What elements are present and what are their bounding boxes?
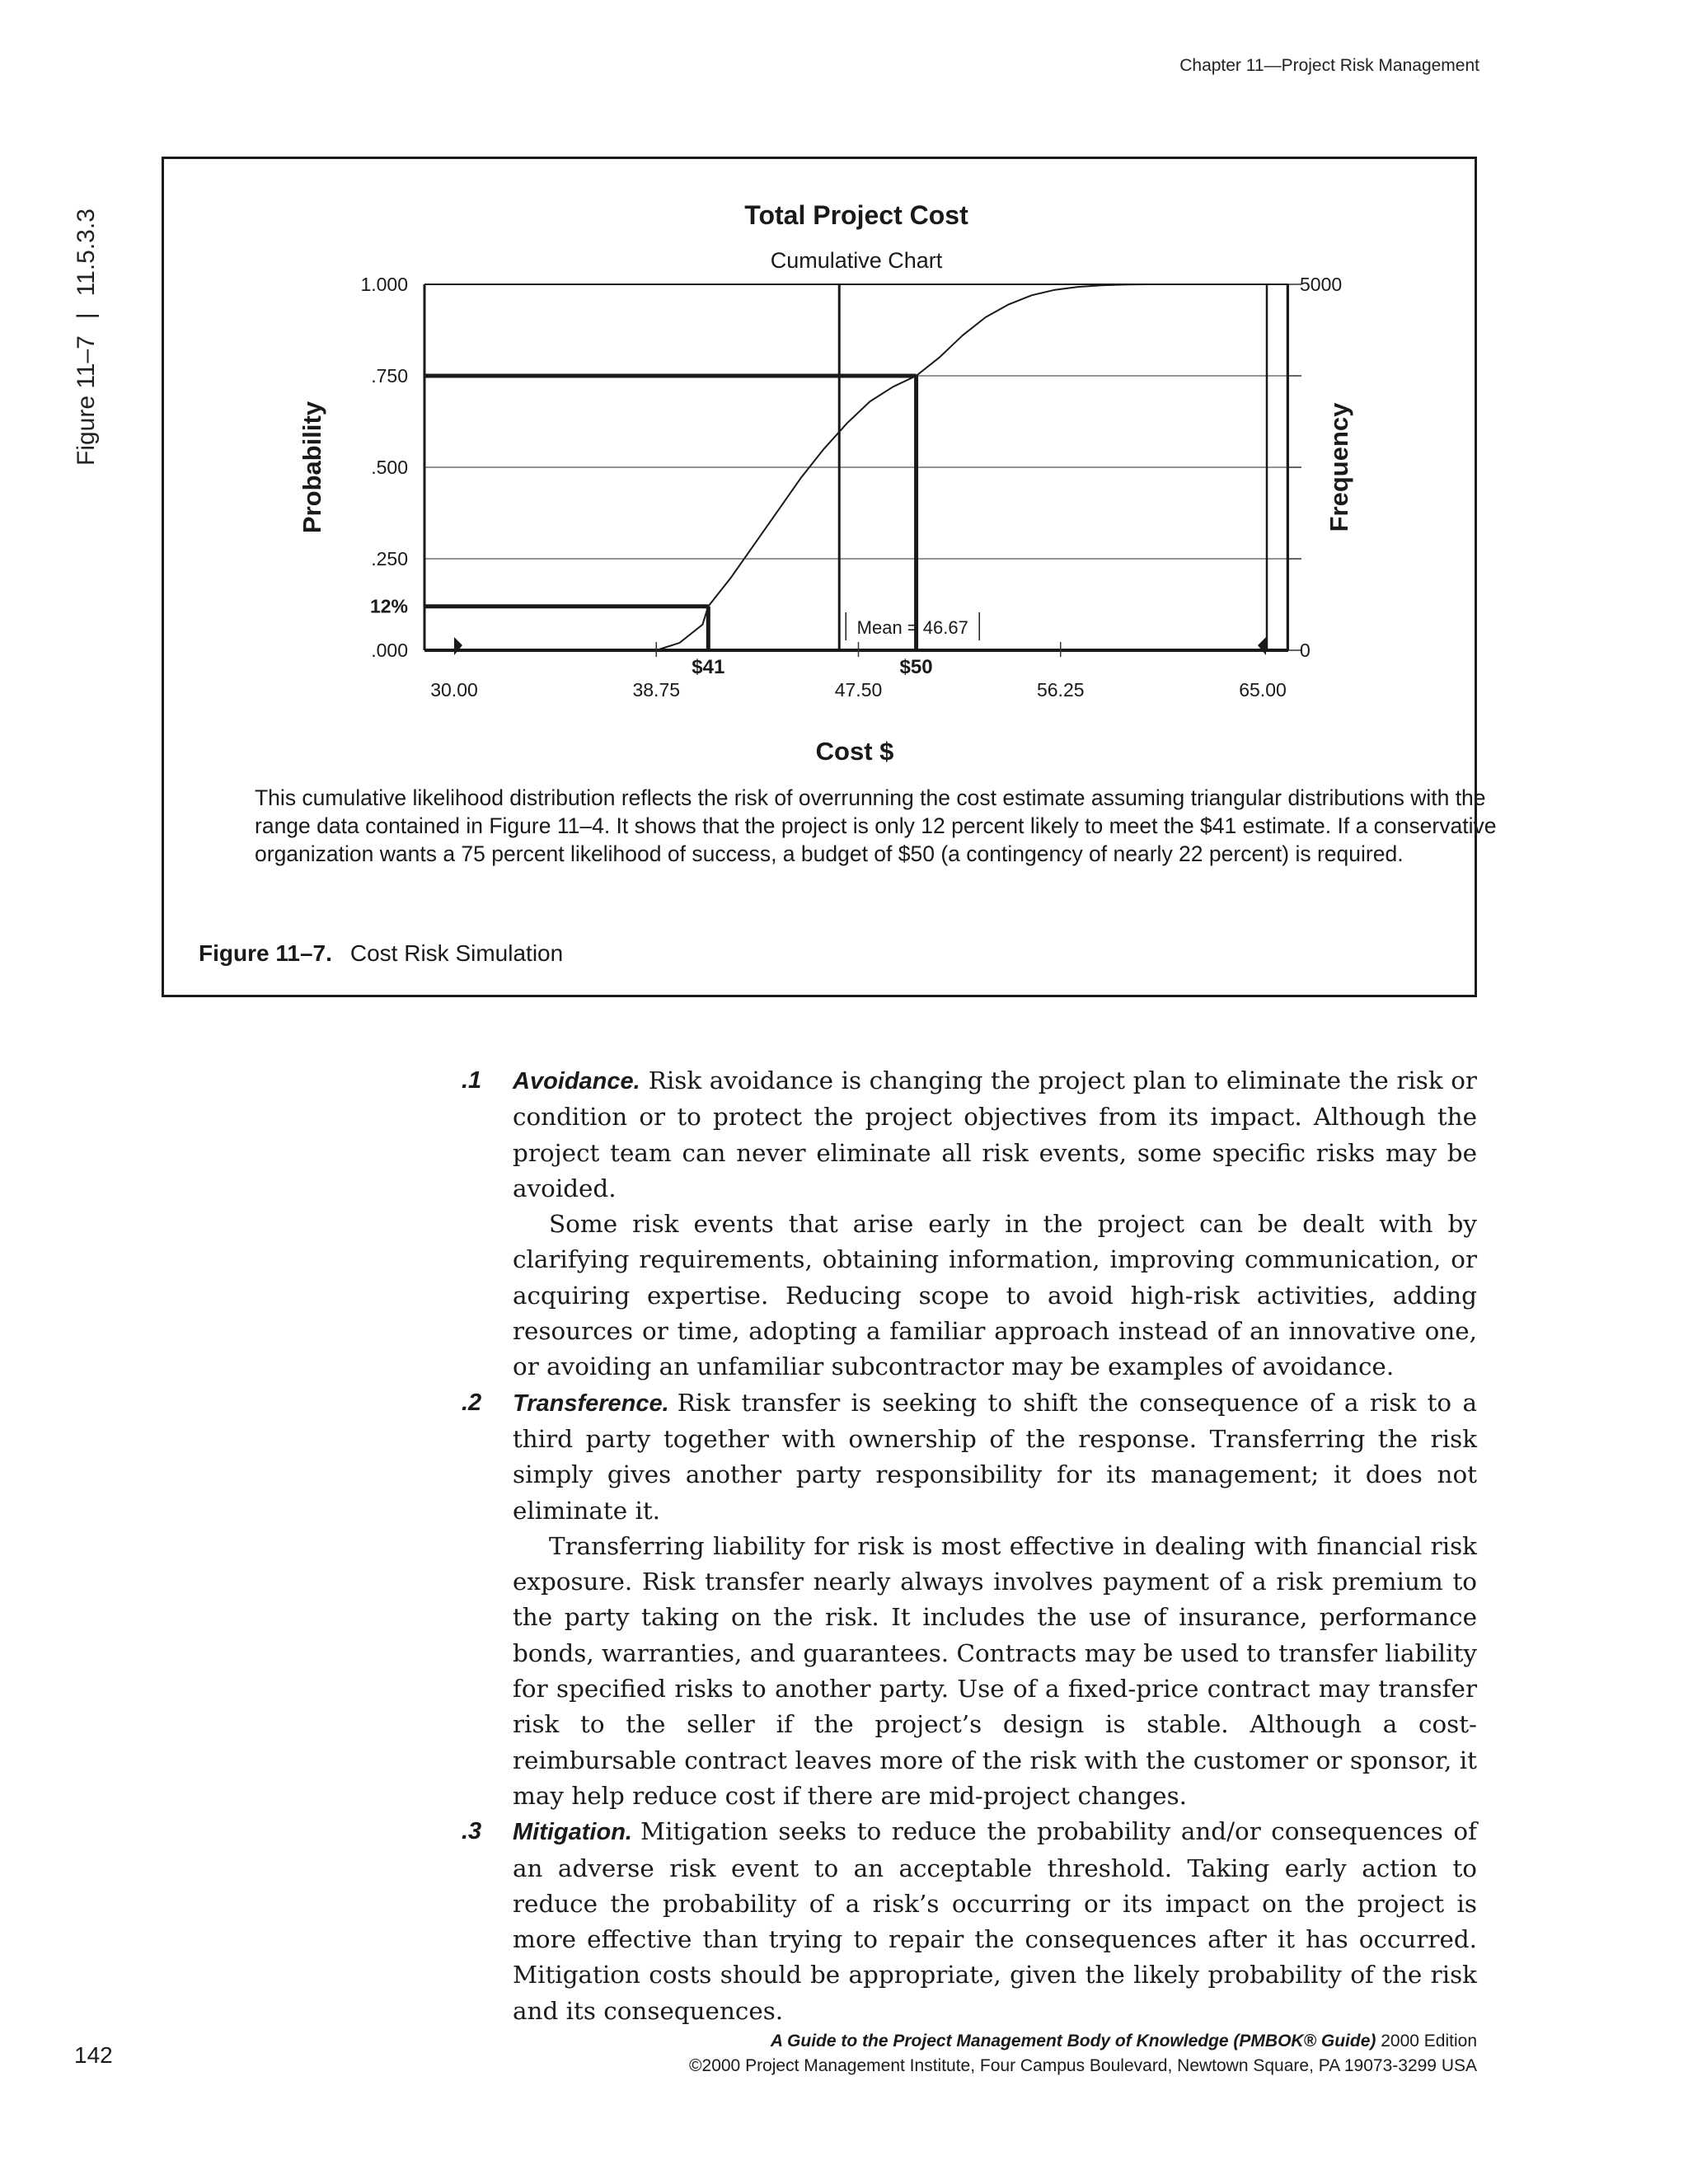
figure-box (162, 157, 1497, 997)
y-tick-label: .500 (371, 457, 408, 478)
item-text: Risk transfer is seeking to shift the consequence of a risk to a third party together with ownership of the response. Transferring the risk simply gives another party responsibility for its management; it does not eliminate it. (513, 1388, 1477, 1525)
x-tick-label: 65.00 (1239, 679, 1287, 701)
item-number: .2 (462, 1389, 482, 1416)
figure-label (199, 940, 563, 967)
range-marker-right-icon (1258, 637, 1266, 655)
side-tab (73, 209, 101, 466)
cumulative-chart (164, 159, 1475, 769)
item-term: Mitigation. (513, 1819, 632, 1846)
footer-edition: 2000 Edition (1381, 2032, 1477, 2050)
right-tick-label: 5000 (1300, 274, 1343, 295)
x-tick-label: 47.50 (834, 679, 883, 701)
footer-book-title: A Guide to the Project Management Body of Knowledge (PMBOK® Guide) (770, 2032, 1376, 2050)
side-tab-figure: Figure 11–7 (73, 335, 100, 466)
item-text: Risk avoidance is changing the project plan to eliminate the risk or condition or to protect the project objectives from its impact. Although the project team can never eliminate all risk events, some specific risks may be avoided. (513, 1066, 1477, 1202)
chart-subtitle: Cumulative Chart (770, 248, 943, 273)
side-tab-separator: | (73, 312, 100, 320)
y-tick-label: .250 (371, 548, 408, 569)
x-tick-label: 30.00 (430, 679, 478, 701)
chart-title: Total Project Cost (744, 200, 968, 230)
item-text: Mitigation seeks to reduce the probability and/or consequences of an adverse risk event to an acceptable threshold. Taking early action to reduce the probability of a risk’s occurring or its impact on the project is more effective than trying to repair the consequences after it has occurred. Mitigation costs should be appropriate, given the likely probability of the risk and its consequences. (513, 1817, 1477, 2025)
running-head: Chapter 11—Project Risk Management (1179, 56, 1479, 75)
footer-copyright: ©2000 Project Management Institute, Four Campus Boulevard, Newtown Square, PA 19073-3299 USA (689, 2056, 1477, 2075)
body-text (462, 1063, 1477, 2029)
reference-x-label: $41 (692, 656, 725, 678)
range-marker-left-icon (454, 637, 462, 655)
figure-number: Figure 11–7. (199, 940, 332, 966)
x-tick-label: 38.75 (632, 679, 681, 701)
list-item-transference (462, 1385, 1477, 1529)
item-number: .1 (462, 1067, 482, 1094)
list-item-mitigation (462, 1814, 1477, 2029)
item-term: Transference. (513, 1390, 669, 1417)
y-tick-label: .000 (371, 640, 408, 661)
mean-label: Mean = 46.67 (856, 617, 968, 638)
y-tick-label: 1.000 (360, 274, 408, 295)
list-item-avoidance (462, 1063, 1477, 1207)
item-paragraph: Some risk events that arise early in the project can be dealt with by clarifying requirements, obtaining information, improving communication, or acquiring expertise. Reducing scope to avoid high-risk activities, adding resources or time, adopting a familiar approach instead of an innovative one, or avoiding an unfamiliar subcontractor may be examples of avoidance. (513, 1210, 1477, 1381)
item-number: .3 (462, 1818, 482, 1845)
reference-x-label: $50 (899, 656, 933, 678)
item-term: Avoidance. (513, 1068, 640, 1094)
side-tab-section: 11.5.3.3 (73, 209, 100, 297)
right-tick-label: 0 (1300, 640, 1311, 661)
reference-y-label: 12% (369, 595, 408, 617)
y-tick-label: .750 (371, 365, 408, 387)
page-number: 142 (74, 2042, 113, 2068)
item-paragraph: Transferring liability for risk is most effective in dealing with financial risk exposure. Risk transfer nearly always involves payment of a risk premium to the party taking on the risk. It includes the use of insurance, performance bonds, warranties, and guarantees. Contracts may be used to transfer liability for specified risks to another party. Use of a fixed-price contract may transfer risk to the seller if the project’s design is stable. Although a cost-reimbursable contract leaves more of the risk with the customer or sponsor, it may help reduce cost if there are mid-project changes. (513, 1531, 1477, 1810)
footer (689, 2029, 1477, 2079)
x-tick-label: 56.25 (1036, 679, 1085, 701)
x-axis-title: Cost $ (815, 737, 894, 766)
figure-caption: This cumulative likelihood distribution reflects the risk of overrunning the cost estimate assuming triangular distributions with the range data contained in Figure 11–4. It shows that the project is only 12 percent likely to meet the $41 estimate. If a conservative organization wants a 75 percent likelihood of success, a budget of $50 (a contingency of nearly 22 percent) is required. (255, 785, 1497, 866)
y-axis-title-right: Frequency (1325, 402, 1353, 532)
figure-title: Cost Risk Simulation (349, 940, 564, 966)
y-axis-title-left: Probability (298, 401, 326, 534)
